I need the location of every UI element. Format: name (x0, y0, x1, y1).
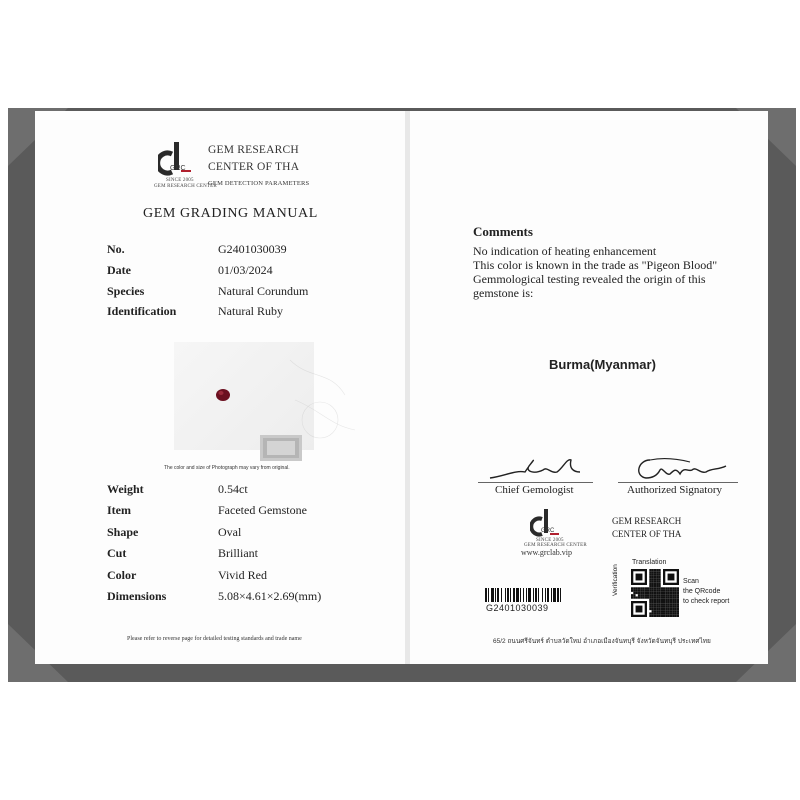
signatory-right: Authorized Signatory (627, 484, 723, 496)
field-value-date: 01/03/2024 (218, 263, 273, 277)
field-value-item: Faceted Gemstone (218, 503, 307, 517)
barcode-number: G2401030039 (486, 603, 549, 613)
field-value-weight: 0.54ct (218, 482, 248, 496)
field-label-identification: Identification (107, 304, 177, 318)
field-value-dimensions: 5.08×4.61×2.69(mm) (218, 589, 322, 603)
field-label-date: Date (107, 263, 131, 277)
field-label-no: No. (107, 242, 125, 256)
field-label-item: Item (107, 503, 131, 517)
authorized-signatory-signature (630, 452, 740, 482)
right-page (410, 111, 768, 664)
chief-gemologist-signature (485, 452, 585, 482)
qr-side-label: Verification (612, 564, 619, 596)
qr-instruction-2: the QRcode (683, 588, 721, 595)
logo-since: SINCE 2005 (166, 178, 194, 183)
field-value-identification: Natural Ruby (218, 304, 283, 318)
field-label-cut: Cut (107, 546, 127, 560)
field-value-no: G2401030039 (218, 242, 287, 256)
grc-logo-icon-right (530, 507, 564, 541)
qr-instruction-3: to check report (683, 598, 730, 605)
logo-center: GEM RESEARCH CENTER (154, 184, 217, 189)
field-value-species: Natural Corundum (218, 284, 309, 298)
qr-instruction-1: Scan (683, 578, 699, 585)
footer-note: Please refer to reverse page for detailed testing standards and trade name (127, 636, 302, 642)
field-value-cut: Brilliant (218, 546, 258, 560)
comments-heading: Comments (473, 224, 533, 239)
field-label-species: Species (107, 284, 145, 298)
signatory-left: Chief Gemologist (495, 484, 574, 496)
logo-since-right: SINCE 2005 (536, 538, 564, 543)
lab-name-right-line2: CENTER OF THA (612, 529, 682, 539)
photo-note: The color and size of Photograph may vary from original. (164, 465, 290, 471)
grc-logo-icon (158, 140, 198, 180)
gem-photo-graphics (170, 340, 365, 465)
lab-name-right-line1: GEM RESEARCH (612, 516, 682, 526)
field-label-shape: Shape (107, 525, 139, 539)
website: www.grclab.vip (521, 548, 573, 557)
lab-name-line2: CENTER OF THA (208, 161, 300, 173)
barcode (485, 588, 585, 602)
field-label-dimensions: Dimensions (107, 589, 167, 603)
logo-center-right: GEM RESEARCH CENTER (524, 543, 587, 548)
qr-top-label: Translation (632, 559, 667, 566)
logo-grc-text-right: GRC (541, 528, 555, 534)
comment-line-4: gemstone is: (473, 286, 534, 300)
signature-line-left (478, 482, 593, 483)
comment-line-3: Gemmological testing revealed the origin of this (473, 272, 706, 286)
origin: Burma(Myanmar) (549, 357, 656, 372)
qr-code[interactable] (631, 569, 679, 617)
field-label-color: Color (107, 568, 137, 582)
signature-line-right (618, 482, 738, 483)
address: 65/2 ถนนศรีจันทร์ ตำบลวัดใหม่ อำเภอเมืองจันทบุรี จังหวัดจันทบุรี ประเทศไทย (493, 638, 711, 645)
lab-name-line1: GEM RESEARCH (208, 144, 299, 156)
logo-grc-text: GRC (170, 165, 186, 172)
field-value-color: Vivid Red (218, 568, 267, 582)
field-value-shape: Oval (218, 525, 242, 539)
field-label-weight: Weight (107, 482, 144, 496)
document-title: GEM GRADING MANUAL (143, 206, 318, 221)
lab-subtitle: GEM DETECTION PARAMETERS (208, 180, 310, 187)
comment-line-1: No indication of heating enhancement (473, 244, 657, 258)
comment-line-2: This color is known in the trade as "Pigeon Blood" (473, 258, 718, 272)
